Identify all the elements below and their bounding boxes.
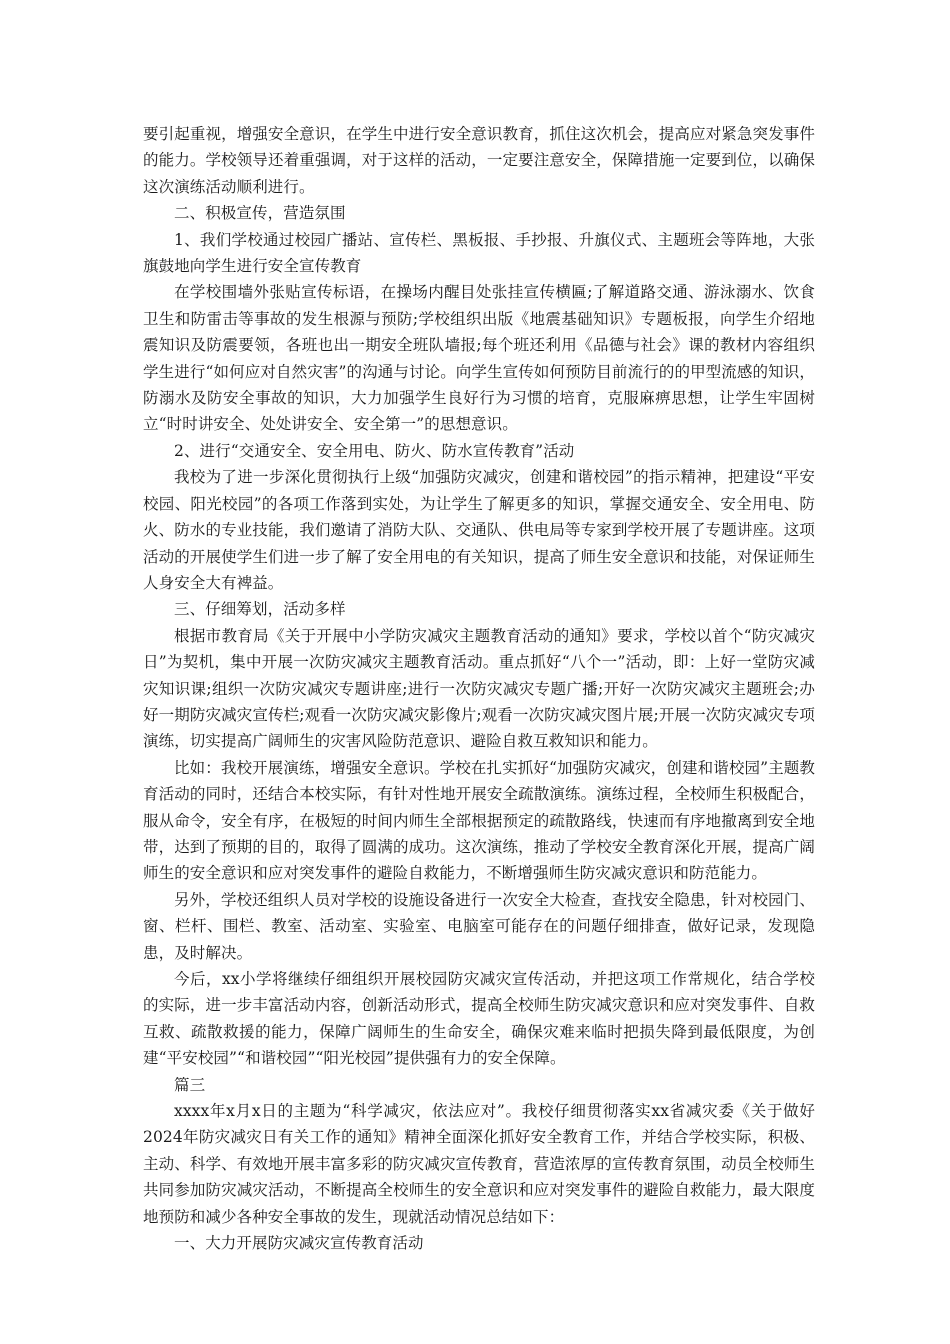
paragraph: 另外，学校还组织人员对学校的设施设备进行一次安全大检查，查找安全隐患，针对校园门、窗、栏杆、围栏、教室、活动室、实验室、电脑室可能存在的问题仔细排查，做好记录，发现隐患，及时解决。 <box>143 890 815 962</box>
paragraph: 比如：我校开展演练，增强安全意识。学校在扎实抓好“加强防灾减灾，创建和谐校园”主题教育活动的同时，还结合本校实际，有针对性地开展安全疏散演练。演练过程，全校师生积极配合，服从命令，安全有序，在极短的时间内师生全部根据预定的疏散路线，快速而有序地撤离到安全地带，达到了预期的目的，取得了圆满的成功。这次演练，推动了学校安全教育深化开展，提高广阔师生的安全意识和应对突发事件的避险自救能力，不断增强师生防灾减灾意识和防范能力。 <box>143 758 815 883</box>
document-body <box>143 121 815 1256</box>
paragraph-continuation: 要引起重视，增强安全意识，在学生中进行安全意识教育，抓住这次机会，提高应对紧急突发事件的能力。学校领导还着重强调，对于这样的活动，一定要注意安全，保障措施一定要到位，以确保这次演练活动顺利进行。 <box>143 125 815 196</box>
paragraph: 在学校围墙外张贴宣传标语，在操场内醒目处张挂宣传横匾;了解道路交通、游泳溺水、饮食卫生和防雷击等事故的发生根源与预防;学校组织出版《地震基础知识》专题板报，向学生介绍地震知识及防震要领，各班也出一期安全班队墙报;每个班还利用《品德与社会》课的教材内容组织学生进行“如何应对自然灾害”的沟通与讨论。向学生宣传如何预防目前流行的的甲型流感的知识，防溺水及防安全事故的知识，大力加强学生良好行为习惯的培育，克服麻痹思想，让学生牢固树立“时时讲安全、处处讲安全、安全第一”的思想意识。 <box>143 283 815 434</box>
paragraph: xxxx年x月x日的主题为“科学减灾，依法应对”。我校仔细贯彻落实xx省减灾委《关于做好2024年防灾减灾日有关工作的通知》精神全面深化抓好安全教育工作，并结合学校实际，积极、主动、科学、有效地开展丰富多彩的防灾减灾宣传教育，营造浓厚的宣传教育氛围，动员全校师生共同参加防灾减灾活动，不断提高全校师生的安全意识和应对突发事件的避险自救能力，最大限度地预防和减少各种安全事故的发生，现就活动情况总结如下： <box>143 1102 815 1226</box>
section-heading-2: 二、积极宣传，营造氛围 <box>174 204 346 223</box>
part-heading: 篇三 <box>174 1075 206 1094</box>
paragraph: 1、我们学校通过校园广播站、宣传栏、黑板报、手抄报、升旗仪式、主题班会等阵地，大张旗鼓地向学生进行安全宣传教育 <box>143 230 815 276</box>
paragraph: 2、进行“交通安全、安全用电、防火、防水宣传教育”活动 <box>174 441 575 460</box>
paragraph: 今后，xx小学将继续仔细组织开展校园防灾减灾宣传活动，并把这项工作常规化，结合学校的实际，进一步丰富活动内容，创新活动形式，提高全校师生防灾减灾意识和应对突发事件、自救互救、疏散救援的能力，保障广阔师生的生命安全，确保灾难来临时把损失降到最低限度，为创建“平安校园”“和谐校园”“阳光校园”提供强有力的安全保障。 <box>143 970 815 1068</box>
section-heading-3: 三、仔细筹划，活动多样 <box>174 600 346 619</box>
paragraph: 我校为了进一步深化贯彻执行上级“加强防灾减灾，创建和谐校园”的指示精神，把建设“平安校园、阳光校园”的各项工作落到实处，为让学生了解更多的知识，掌握交通安全、安全用电、防火、防水的专业技能，我们邀请了消防大队、交通队、供电局等专家到学校开展了专题讲座。这项活动的开展使学生们进一步了解了安全用电的有关知识，提高了师生安全意识和技能，对保证师生人身安全大有裨益。 <box>143 468 815 592</box>
section-heading-1: 一、大力开展防灾减灾宣传教育活动 <box>174 1234 424 1253</box>
paragraph: 根据市教育局《关于开展中小学防灾减灾主题教育活动的通知》要求，学校以首个“防灾减灾日”为契机，集中开展一次防灾减灾主题教育活动。重点抓好“八个一”活动，即：上好一堂防灾减灾知识课;组织一次防灾减灾专题讲座;进行一次防灾减灾专题广播;开好一次防灾减灾主题班会;办好一期防灾减灾宣传栏;观看一次防灾减灾影像片;观看一次防灾减灾图片展;开展一次防灾减灾专项演练，切实提高广阔师生的灾害风险防范意识、避险自救互救知识和能力。 <box>143 626 815 751</box>
